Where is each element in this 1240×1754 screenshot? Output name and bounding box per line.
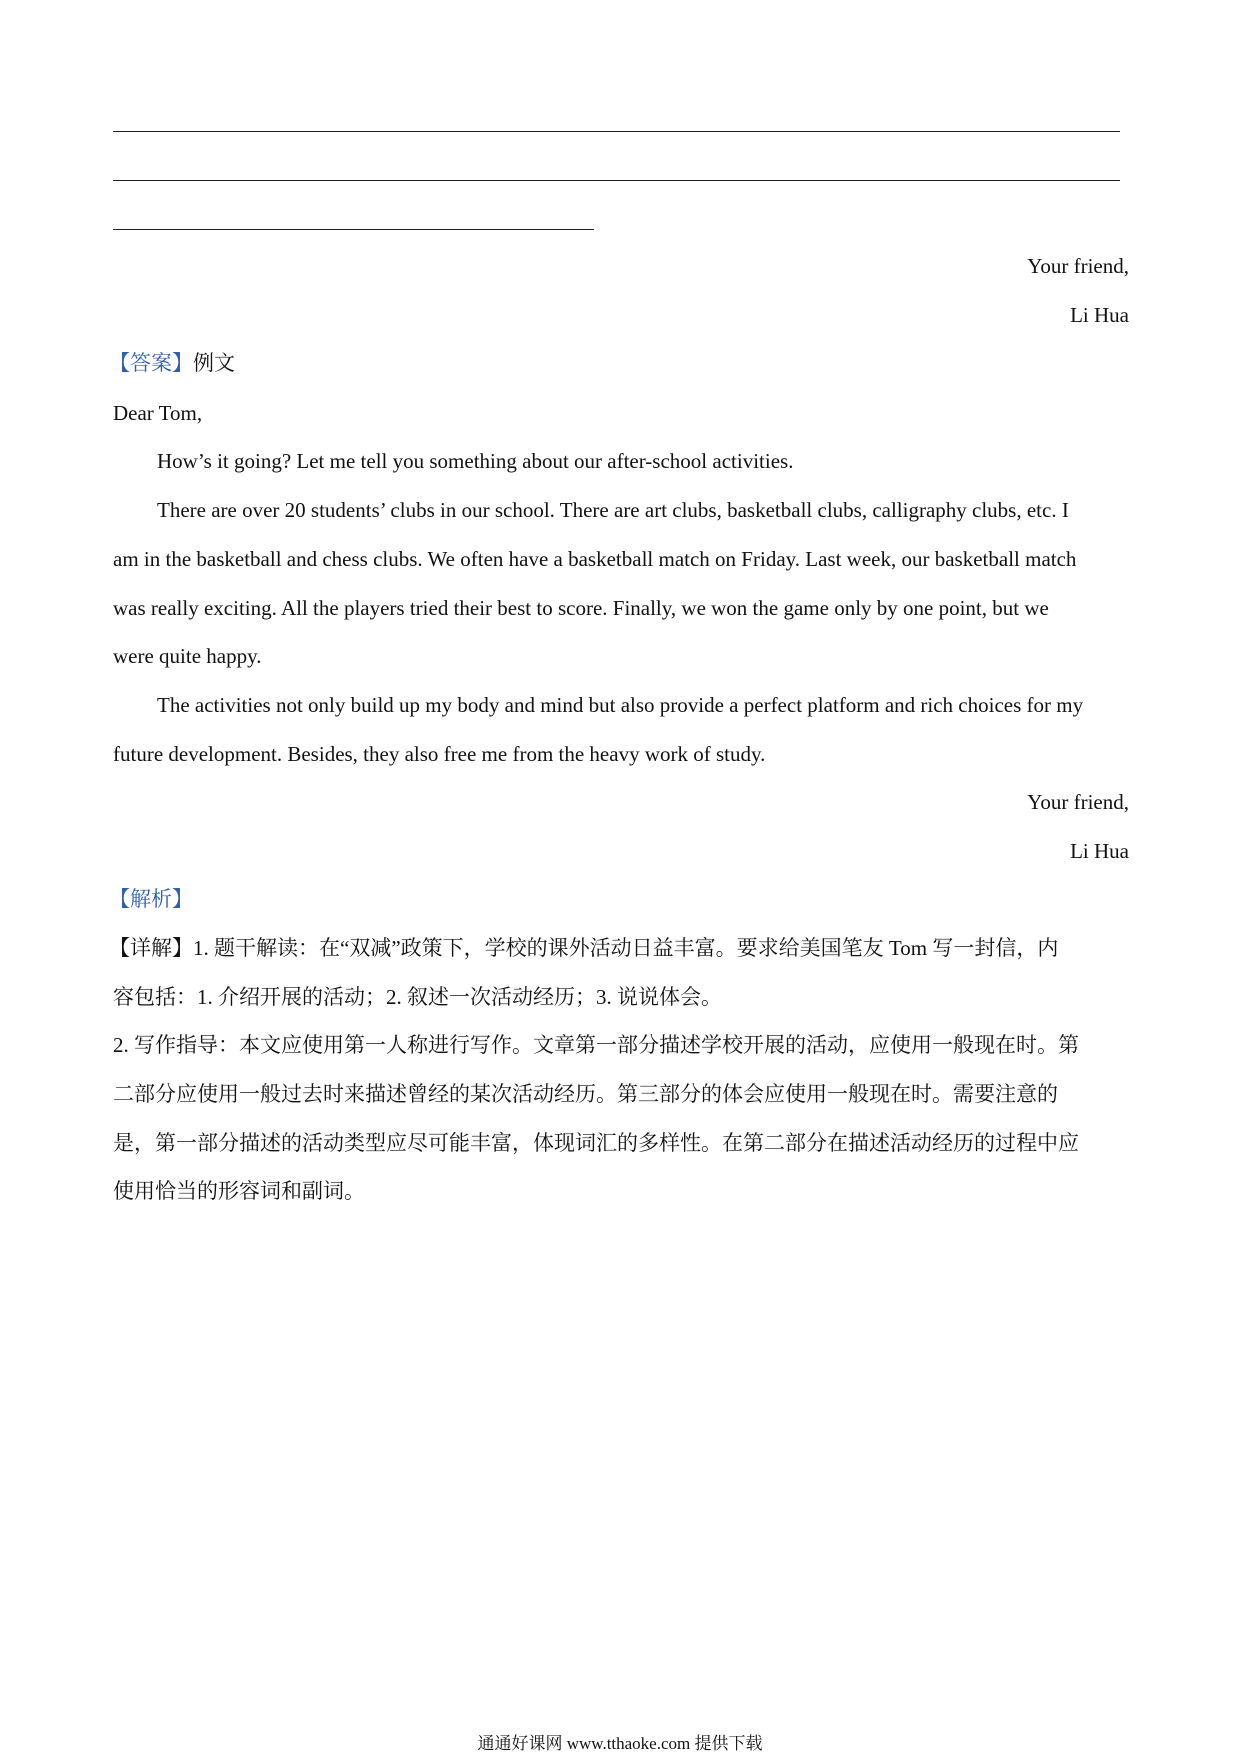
letter-line: How’s it going? Let me tell you something about our after-school activities. — [157, 449, 794, 473]
letter-closing: Your friend, — [1027, 790, 1129, 814]
analysis-heading: 【解析】 — [109, 887, 193, 911]
letter-line: were quite happy. — [113, 644, 262, 668]
letter-line: There are over 20 students’ clubs in our school. There are art clubs, basketball clubs, calligraphy clubs, etc. I — [157, 498, 1069, 522]
letter-line: future development. Besides, they also free me from the heavy work of study. — [113, 742, 766, 766]
letter-greeting: Dear Tom, — [113, 401, 203, 425]
analysis-text: 1. 题干解读：在“双减”政策下，学校的课外活动日益丰富。要求给美国笔友 Tom 写一封信，内 — [193, 936, 1059, 960]
answer-tag: 【答案】 — [109, 351, 193, 375]
signoff-closing: Your friend, — [1027, 254, 1129, 278]
letter-line: was really exciting. All the players tried their best to score. Finally, we won the game only by one point, but we — [113, 596, 1049, 620]
analysis-line: 二部分应使用一般过去时来描述曾经的某次活动经历。第三部分的体会应使用一般现在时。需要注意的 — [113, 1082, 1058, 1106]
letter-line: am in the basketball and chess clubs. We often have a basketball match on Friday. Last week, our basketball match — [113, 547, 1077, 571]
analysis-line: 是，第一部分描述的活动类型应尽可能丰富，体现词汇的多样性。在第二部分在描述活动经历的过程中应 — [113, 1131, 1079, 1155]
analysis-line: 容包括：1. 介绍开展的活动；2. 叙述一次活动经历；3. 说说体会。 — [113, 985, 722, 1009]
detail-tag: 【详解】 — [109, 936, 193, 960]
letter-line: The activities not only build up my body and mind but also provide a perfect platform and rich choices for my — [157, 693, 1084, 717]
answer-label: 例文 — [193, 351, 235, 375]
answer-heading — [109, 353, 235, 374]
letter-signature: Li Hua — [1070, 839, 1129, 863]
analysis-line: 2. 写作指导：本文应使用第一人称进行写作。文章第一部分描述学校开展的活动，应使用一般现在时。第 — [113, 1033, 1079, 1057]
writing-line-1 — [113, 131, 1120, 132]
analysis-line: 使用恰当的形容词和副词。 — [113, 1179, 365, 1203]
page-footer: 通通好课网 www.tthaoke.com 提供下载 — [477, 1734, 763, 1753]
writing-line-2 — [113, 180, 1120, 181]
writing-line-3 — [113, 229, 594, 230]
analysis-line — [109, 938, 1058, 959]
signoff-name: Li Hua — [1070, 303, 1129, 327]
